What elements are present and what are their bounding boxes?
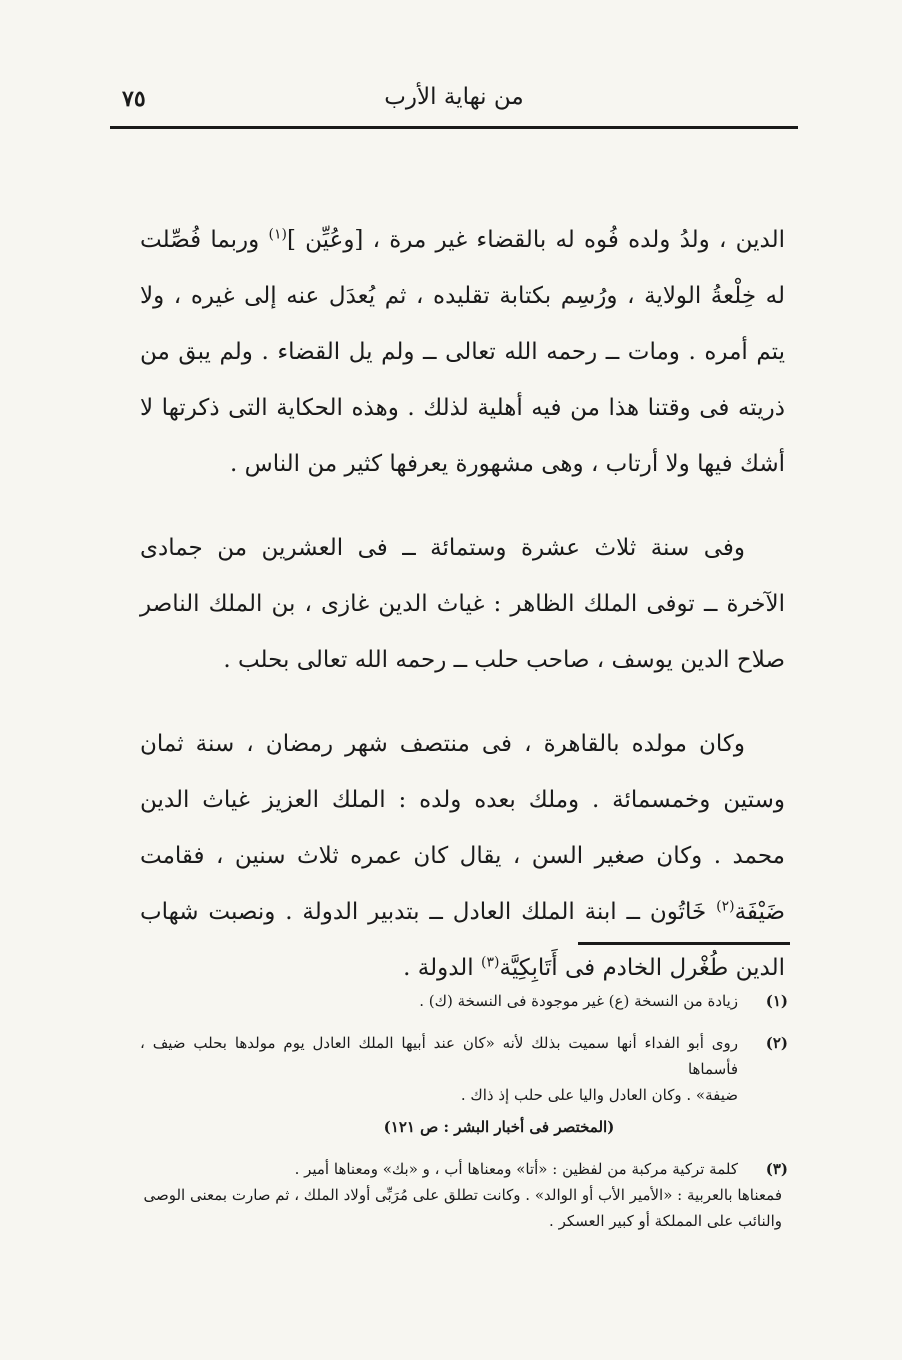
- paragraph-1-text-b: وربما فُصِّلت له خِلْعةُ الولاية ، ورُسِم بكتابة تقليده ، ثم يُعدَل عنه إلى غيره ، ولا يتم أمره . ومات ــ رحمه الله تعالى ــ ولم يل القضاء . ولم يبق من ذريته فى وقتنا هذا من فيه أهلية لذلك . وهذه الحكاية التى ذكرتها لا أشك فيها ولا أرتاب ، وهى مشهورة يعرفها كثير من الناس .: [140, 227, 785, 477]
- footnotes: [140, 988, 788, 1250]
- footnote-2-line-2: ضيفة» . وكان العادل واليا على حلب إذ ذاك .: [460, 1086, 738, 1104]
- footnote-3-line-3: والنائب على المملكة أو كبير العسكر .: [549, 1212, 782, 1230]
- footnote-1-line-1: زيادة من النسخة (ع) غير موجودة فى النسخة (ك) .: [419, 992, 738, 1010]
- footnote-3-number: (٣): [765, 1160, 788, 1178]
- footnote-3: [140, 1156, 788, 1234]
- footnote-2-line-1: روى أبو الفداء أنها سميت بذلك لأنه «كان عند أبيها الملك العادل يوم مولدها بحلب ضيف ، فأسماها: [140, 1034, 738, 1078]
- paragraph-2: وفى سنة ثلاث عشرة وستمائة ــ فى العشرين من جمادى الآخرة ــ توفى الملك الظاهر : غياث الدين غازى ، بن الملك الناصر صلاح الدين يوسف ، صاحب حلب ــ رحمه الله تعالى بحلب .: [140, 535, 785, 673]
- footnote-ref-2: (٢): [716, 898, 735, 915]
- page-header: [110, 80, 798, 124]
- running-title: من نهاية الأرب: [384, 84, 524, 110]
- paragraph-1: [140, 212, 785, 492]
- header-rule: [110, 126, 798, 129]
- footnote-2: [140, 1030, 788, 1140]
- paragraph-3-text-a: وكان مولده بالقاهرة ، فى منتصف شهر رمضان ، سنة ثمان وستين وخمسمائة . وملك بعده ولده : الملك العزيز غياث الدين محمد . وكان صغير السن ، يقال كان عمره ثلاث سنين ، فقامت ضَيْفَة: [140, 731, 785, 925]
- paragraph-3: [140, 716, 785, 996]
- main-text: [140, 212, 785, 1024]
- footnote-1: [140, 988, 788, 1014]
- footnote-1-number: (١): [765, 992, 788, 1010]
- page-number: ٧٥: [122, 86, 146, 112]
- footnote-3-line-1: كلمة تركية مركبة من لفظين : «أتا» ومعناها أب ، و «بك» ومعناها أمير .: [294, 1160, 738, 1178]
- paragraph-1-text-a: الدين ، ولدُ ولده فُوه له بالقضاء غير مرة ، [وعُيِّن ]: [286, 227, 786, 253]
- footnote-3-line-2: فمعناها بالعربية : «الأمير الأب أو الوالد» . وكانت تطلق على مُرَبِّى أولاد الملك ، ثم صارت بمعنى الوصى: [143, 1186, 782, 1204]
- paragraph-3-text-c: الدولة .: [403, 955, 482, 981]
- footnote-2-number: (٢): [765, 1034, 788, 1052]
- footnote-ref-3: (٣): [481, 954, 500, 971]
- paragraph-3-text-b: خَاتُون ــ ابنة الملك العادل ــ بتدبير الدولة . ونصبت شهاب الدين طُغْرل الخادم فى أَتَابِكِيَّة: [140, 899, 785, 981]
- footnote-ref-1: (١): [268, 226, 287, 243]
- footnote-2-source: (المختصر فى أخبار البشر : ص ١٢١): [383, 1118, 615, 1136]
- footnote-separator: [578, 942, 790, 945]
